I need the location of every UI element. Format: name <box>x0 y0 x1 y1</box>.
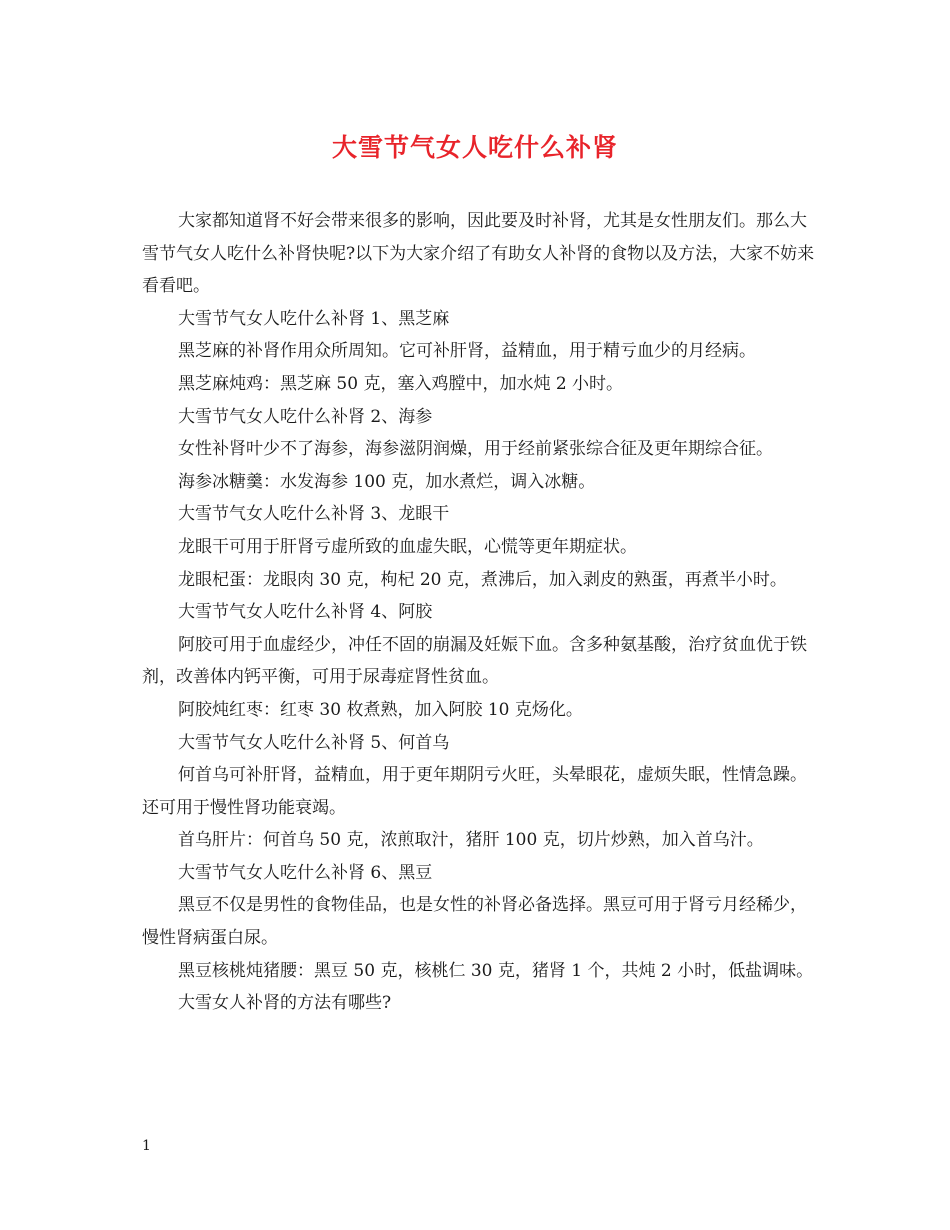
document-body <box>142 205 822 1020</box>
heading-item-1: 大雪节气女人吃什么补肾 1、黑芝麻 <box>178 308 450 329</box>
page-number: 1 <box>142 1138 151 1154</box>
recipe-paragraph: 首乌肝片：何首乌 50 克，浓煎取汁，猪肝 100 克，切片炒熟，加入首乌汁。 <box>178 830 764 851</box>
paragraph: 阿胶可用于血虚经少，冲任不固的崩漏及妊娠下血。含多种氨基酸，治疗贫血优于铁剂，改善体内钙平衡，可用于尿毒症肾性贫血。 <box>142 634 807 688</box>
paragraph: 黑豆不仅是男性的食物佳品，也是女性的补肾必备选择。黑豆可用于肾亏月经稀少，慢性肾病蛋白尿。 <box>142 895 807 949</box>
document-title: 大雪节气女人吃什么补肾 <box>331 133 618 162</box>
recipe-paragraph: 黑豆核桃炖猪腰：黑豆 50 克，核桃仁 30 克，猪肾 1 个，共炖 2 小时，低盐调味。 <box>178 960 814 981</box>
recipe-paragraph: 龙眼杞蛋：龙眼肉 30 克，枸杞 20 克，煮沸后，加入剥皮的熟蛋，再煮半小时。 <box>178 569 787 590</box>
recipe-paragraph: 黑芝麻炖鸡：黑芝麻 50 克，塞入鸡膛中，加水炖 2 小时。 <box>178 373 624 394</box>
heading-item-6: 大雪节气女人吃什么补肾 6、黑豆 <box>178 862 433 883</box>
heading-item-5: 大雪节气女人吃什么补肾 5、何首乌 <box>178 732 450 753</box>
paragraph: 女性补肾叶少不了海参，海参滋阴润燥，用于经前紧张综合征及更年期综合征。 <box>178 439 773 460</box>
paragraph: 龙眼干可用于肝肾亏虚所致的血虚失眠，心慌等更年期症状。 <box>178 536 637 557</box>
paragraph: 何首乌可补肝肾，益精血，用于更年期阴亏火旺，头晕眼花，虚烦失眠，性情急躁。还可用于慢性肾功能衰竭。 <box>142 765 807 818</box>
recipe-paragraph: 海参冰糖羹：水发海参 100 克，加水煮烂，调入冰糖。 <box>178 471 596 492</box>
section-heading: 大雪女人补肾的方法有哪些? <box>178 993 392 1014</box>
heading-item-2: 大雪节气女人吃什么补肾 2、海参 <box>178 406 433 427</box>
heading-item-3: 大雪节气女人吃什么补肾 3、龙眼干 <box>178 504 450 525</box>
paragraph-intro: 大家都知道肾不好会带来很多的影响，因此要及时补肾，尤其是女性朋友们。那么大雪节气女人吃什么补肾快呢?以下为大家介绍了有助女人补肾的食物以及方法，大家不妨来看看吧。 <box>142 211 815 297</box>
heading-item-4: 大雪节气女人吃什么补肾 4、阿胶 <box>178 602 433 623</box>
paragraph: 黑芝麻的补肾作用众所周知。它可补肝肾，益精血，用于精亏血少的月经病。 <box>178 341 756 362</box>
recipe-paragraph: 阿胶炖红枣：红枣 30 枚煮熟，加入阿胶 10 克炀化。 <box>178 699 583 720</box>
